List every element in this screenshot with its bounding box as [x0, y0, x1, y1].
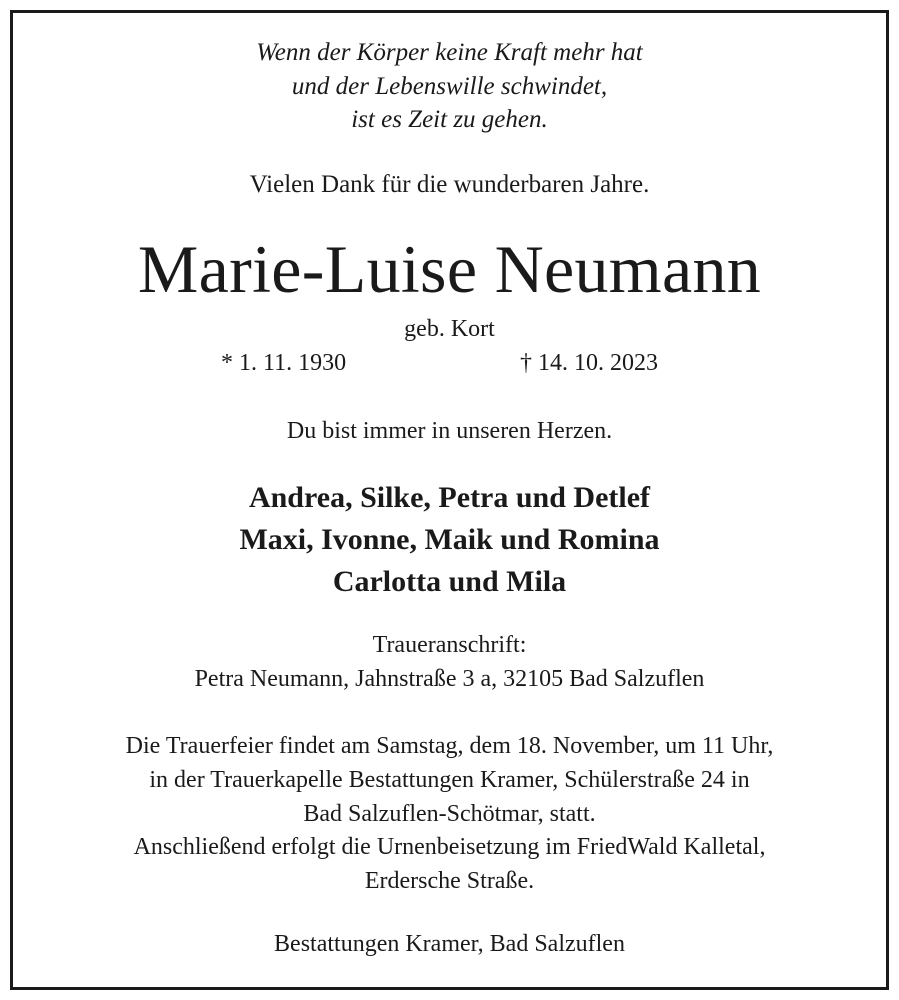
obituary-frame: [10, 10, 889, 990]
thanks-text: Vielen Dank für die wunderbaren Jahre.: [249, 171, 650, 198]
hearts-text: Du bist immer in unseren Herzen.: [286, 418, 613, 444]
family-line-2: Maxi, Ivonne, Maik und Romina: [239, 523, 660, 556]
undertaker-text: Bestattungen Kramer, Bad Salzuflen: [274, 931, 625, 957]
ceremony-line-1: Die Trauerfeier findet am Samstag, dem 18. November, um 11 Uhr,: [125, 733, 774, 759]
deceased-name: Marie-Luise Neumann: [137, 231, 762, 307]
birth-date: * 1. 11. 1930: [221, 350, 347, 376]
ceremony-line-4: Anschließend erfolgt die Urnenbeisetzung im FriedWald Kalletal,: [133, 834, 766, 860]
ceremony-line-5: Erdersche Straße.: [364, 868, 535, 894]
death-date: † 14. 10. 2023: [520, 350, 658, 376]
address-label: Traueranschrift:: [372, 632, 527, 658]
ceremony-line-2: in der Trauerkapelle Bestattungen Kramer, Schülerstraße 24 in: [149, 767, 750, 793]
family-line-3: Carlotta und Mila: [332, 565, 567, 598]
maiden-name: geb. Kort: [404, 316, 495, 342]
ceremony-line-3: Bad Salzuflen-Schötmar, statt.: [303, 801, 596, 827]
poem-line-2: und der Lebenswille schwindet,: [291, 73, 608, 100]
poem-line-3: ist es Zeit zu gehen.: [351, 106, 548, 133]
family-line-1: Andrea, Silke, Petra und Detlef: [248, 481, 651, 514]
poem-line-1: Wenn der Körper keine Kraft mehr hat: [256, 39, 643, 66]
address-text: Petra Neumann, Jahnstraße 3 a, 32105 Bad Salzuflen: [194, 666, 705, 692]
